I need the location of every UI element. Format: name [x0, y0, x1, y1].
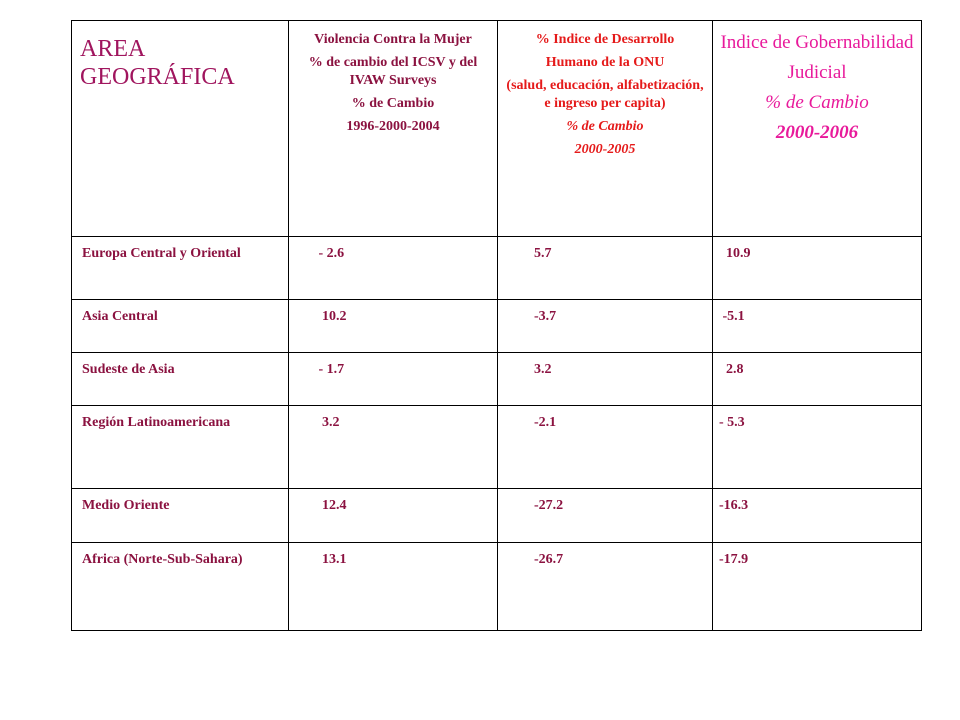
table-row: [72, 405, 922, 488]
comparison-table: [71, 20, 922, 631]
header-area-line-1: AREA: [80, 36, 146, 62]
judicial-value: - 5.3: [719, 414, 745, 430]
violence-value: 10.2: [315, 309, 347, 325]
header-hdi-components: (salud, educación, alfabetización, e ingreso per capita): [506, 78, 704, 111]
hdi-value: 3.2: [534, 361, 552, 377]
header-hdi-change-label: % de Cambio: [566, 119, 644, 134]
violence-value: 3.2: [315, 414, 340, 430]
header-violence-change-label: % de Cambio: [351, 96, 435, 111]
judicial-value: -16.3: [719, 497, 749, 513]
hdi-value: -3.7: [534, 309, 557, 325]
header-area-line-2: GEOGRÁFICA: [80, 64, 235, 90]
region-label: Asia Central: [82, 309, 158, 325]
header-hdi-title: % Indice de Desarrollo: [535, 32, 675, 47]
table-row: [72, 352, 922, 405]
region-label: Región Latinoamericana: [82, 414, 231, 430]
table-row: [72, 237, 922, 300]
violence-value: 12.4: [315, 497, 347, 513]
hdi-value: -26.7: [534, 551, 564, 567]
table-row: [72, 488, 922, 542]
region-label: Sudeste de Asia: [82, 361, 175, 377]
region-label: Africa (Norte-Sub-Sahara): [82, 551, 243, 567]
header-row: [72, 21, 922, 237]
hdi-value: 5.7: [534, 246, 552, 262]
header-violence-cell: [289, 21, 498, 237]
judicial-value: -17.9: [719, 551, 749, 567]
table-row: [72, 300, 922, 353]
violence-value: 13.1: [315, 551, 347, 567]
header-violence-years: 1996-2000-2004: [346, 119, 440, 134]
header-hdi-years: 2000-2005: [574, 142, 636, 157]
region-label: Europa Central y Oriental: [82, 246, 241, 262]
region-label: Medio Oriente: [82, 497, 170, 513]
judicial-value: -5.1: [719, 309, 745, 325]
header-judicial-subtitle: Judicial: [787, 62, 847, 83]
judicial-value: 2.8: [719, 361, 744, 377]
hdi-value: -27.2: [534, 497, 564, 513]
header-violence-title: Violencia Contra la Mujer: [314, 32, 472, 47]
header-judicial-cell: [713, 21, 922, 237]
hdi-value: -2.1: [534, 414, 557, 430]
header-area-title: [72, 21, 288, 91]
table-row: [72, 542, 922, 630]
header-judicial-title: Indice de Gobernabilidad: [720, 32, 914, 53]
header-judicial-change-label: % de Cambio: [765, 92, 869, 113]
violence-value: - 2.6: [315, 246, 345, 262]
header-hdi-cell: [498, 21, 713, 237]
header-area-cell: [72, 21, 289, 237]
header-violence-subtitle: % de cambio del ICSV y del IVAW Surveys: [308, 55, 478, 88]
header-hdi-subtitle: Humano de la ONU: [545, 55, 665, 70]
violence-value: - 1.7: [315, 361, 345, 377]
judicial-value: 10.9: [719, 246, 751, 262]
header-judicial-years: 2000-2006: [775, 122, 859, 143]
